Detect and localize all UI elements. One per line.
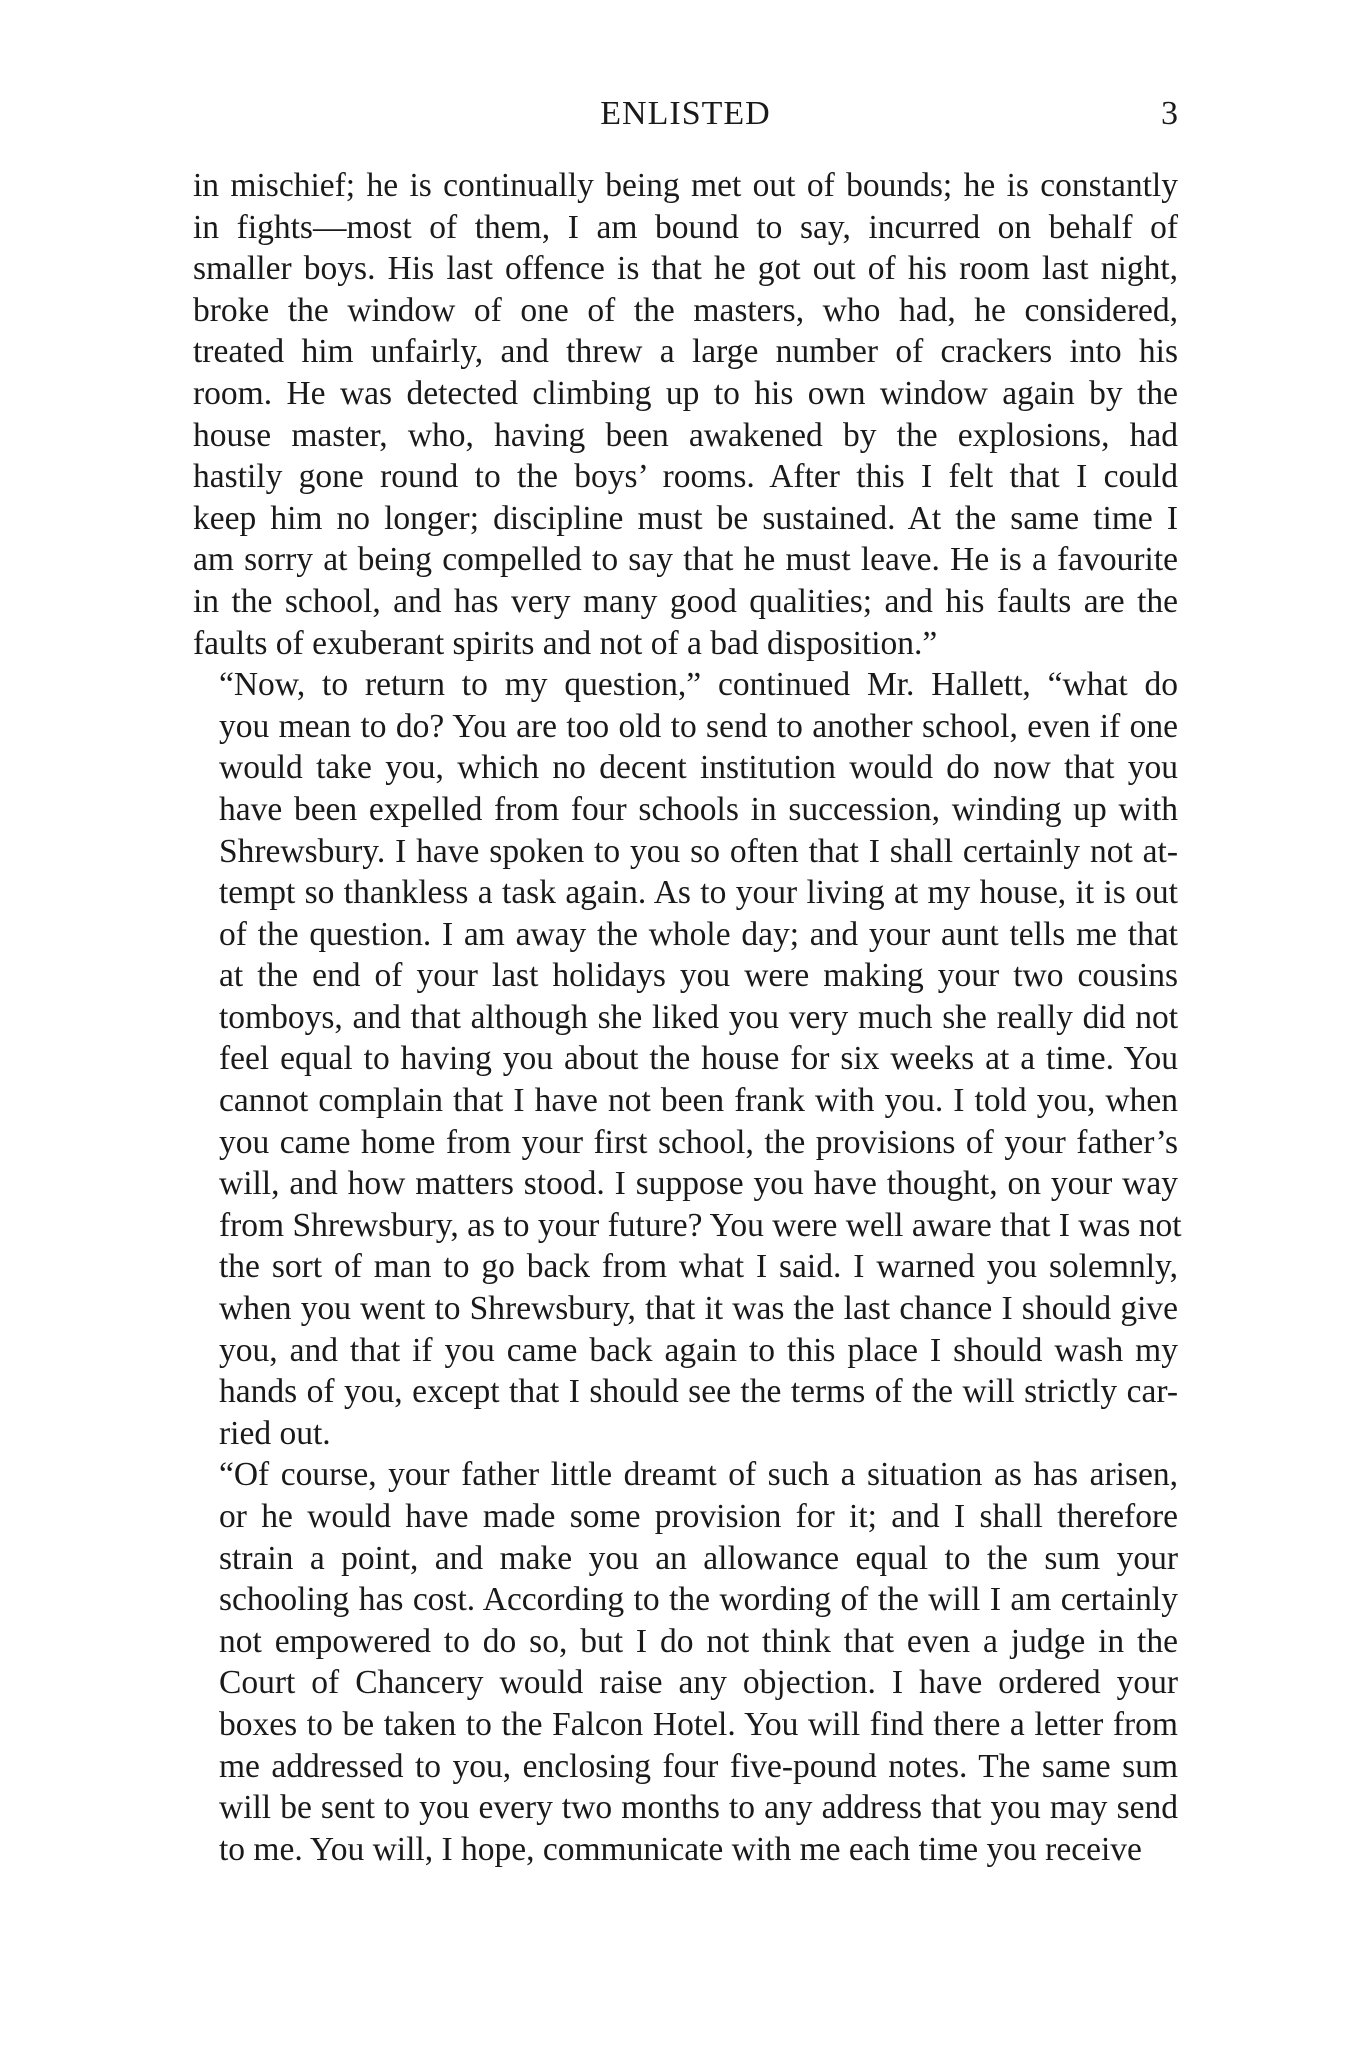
text-line: cannot complain that I have not been frank with you. I told you, when <box>219 1082 1178 1120</box>
text-line: in fights—most of them, I am bound to say, incurred on behalf of <box>193 208 1178 246</box>
text-line: “Now, to return to my question,” continued Mr. Hallett, “what do <box>219 666 1178 704</box>
text-line: of the question. I am away the whole day; and your aunt tells me that <box>219 915 1178 953</box>
text-line: will, and how matters stood. I suppose you have thought, on your way <box>219 1165 1178 1203</box>
text-line: Court of Chancery would raise any objection. I have ordered your <box>219 1664 1178 1702</box>
text-line: would take you, which no decent institution would do now that you <box>219 749 1178 787</box>
text-line: tempt so thankless a task again. As to your living at my house, it is out <box>219 874 1178 912</box>
text-line: hastily gone round to the boys’ rooms. After this I felt that I could <box>193 458 1178 496</box>
text-line: the sort of man to go back from what I said. I warned you solemnly, <box>219 1248 1178 1286</box>
text-line: tomboys, and that although she liked you very much she really did not <box>219 998 1178 1036</box>
text-line: in mischief; he is continually being met out of bounds; he is constantly <box>193 167 1178 204</box>
text-line: or he would have made some provision for it; and I shall therefore <box>219 1498 1178 1535</box>
text-line: house master, who, having been awakened by the explosions, had <box>193 416 1178 454</box>
text-line: hands of you, except that I should see the terms of the will strictly car- <box>219 1373 1178 1411</box>
text-line: “Of course, your father little dreamt of such a situation as has arisen, <box>219 1456 1178 1494</box>
text-line: me addressed to you, enclosing four five-pound notes. The same sum <box>219 1747 1178 1785</box>
text-line: boxes to be taken to the Falcon Hotel. You will find there a letter from <box>219 1705 1178 1743</box>
text-line: smaller boys. His last offence is that he got out of his room last night, <box>193 250 1178 288</box>
text-line: schooling has cost. According to the wording of the will I am certainly <box>219 1581 1178 1619</box>
text-line: have been expelled from four schools in succession, winding up with <box>219 790 1178 828</box>
text-line: am sorry at being compelled to say that he must leave. He is a favourite <box>193 541 1178 579</box>
text-line: to me. You will, I hope, communicate with me each time you receive <box>219 1830 1142 1868</box>
paragraph <box>193 1454 1178 1870</box>
text-line: not empowered to do so, but I do not think that even a judge in the <box>219 1622 1178 1660</box>
text-line: you mean to do? You are too old to send to another school, even if one <box>219 707 1178 745</box>
body-text <box>193 165 1182 1870</box>
text-line: feel equal to having you about the house for six weeks at a time. You <box>219 1040 1178 1078</box>
text-line: from Shrewsbury, as to your future? You were well aware that I was not <box>219 1206 1182 1244</box>
page-number: 3 <box>1161 95 1178 132</box>
text-line: broke the window of one of the masters, who had, he considered, <box>193 291 1178 329</box>
text-line: room. He was detected climbing up to his own window again by the <box>193 374 1178 412</box>
text-line: you came home from your first school, the provisions of your father’s <box>219 1123 1178 1161</box>
running-title: ENLISTED <box>600 95 771 132</box>
text-line: in the school, and has very many good qualities; and his faults are the <box>193 582 1178 620</box>
text-line: will be sent to you every two months to any address that you may send <box>219 1789 1178 1827</box>
text-line: at the end of your last holidays you were making your two cousins <box>219 957 1178 995</box>
text-line: faults of exuberant spirits and not of a bad disposition.” <box>193 624 938 662</box>
text-line: keep him no longer; discipline must be sustained. At the same time I <box>193 499 1178 537</box>
text-line: when you went to Shrewsbury, that it was the last chance I should give <box>219 1290 1178 1328</box>
text-line: you, and that if you came back again to this place I should wash my <box>219 1331 1178 1369</box>
text-line: treated him unfairly, and threw a large number of crackers into his <box>193 333 1178 371</box>
paragraph <box>193 664 1182 1454</box>
paragraph <box>193 165 1178 664</box>
text-line: Shrewsbury. I have spoken to you so often that I shall certainly not at- <box>219 832 1178 870</box>
text-line: strain a point, and make you an allowance equal to the sum your <box>219 1539 1178 1577</box>
text-line: ried out. <box>219 1414 331 1452</box>
running-head <box>193 92 1178 136</box>
